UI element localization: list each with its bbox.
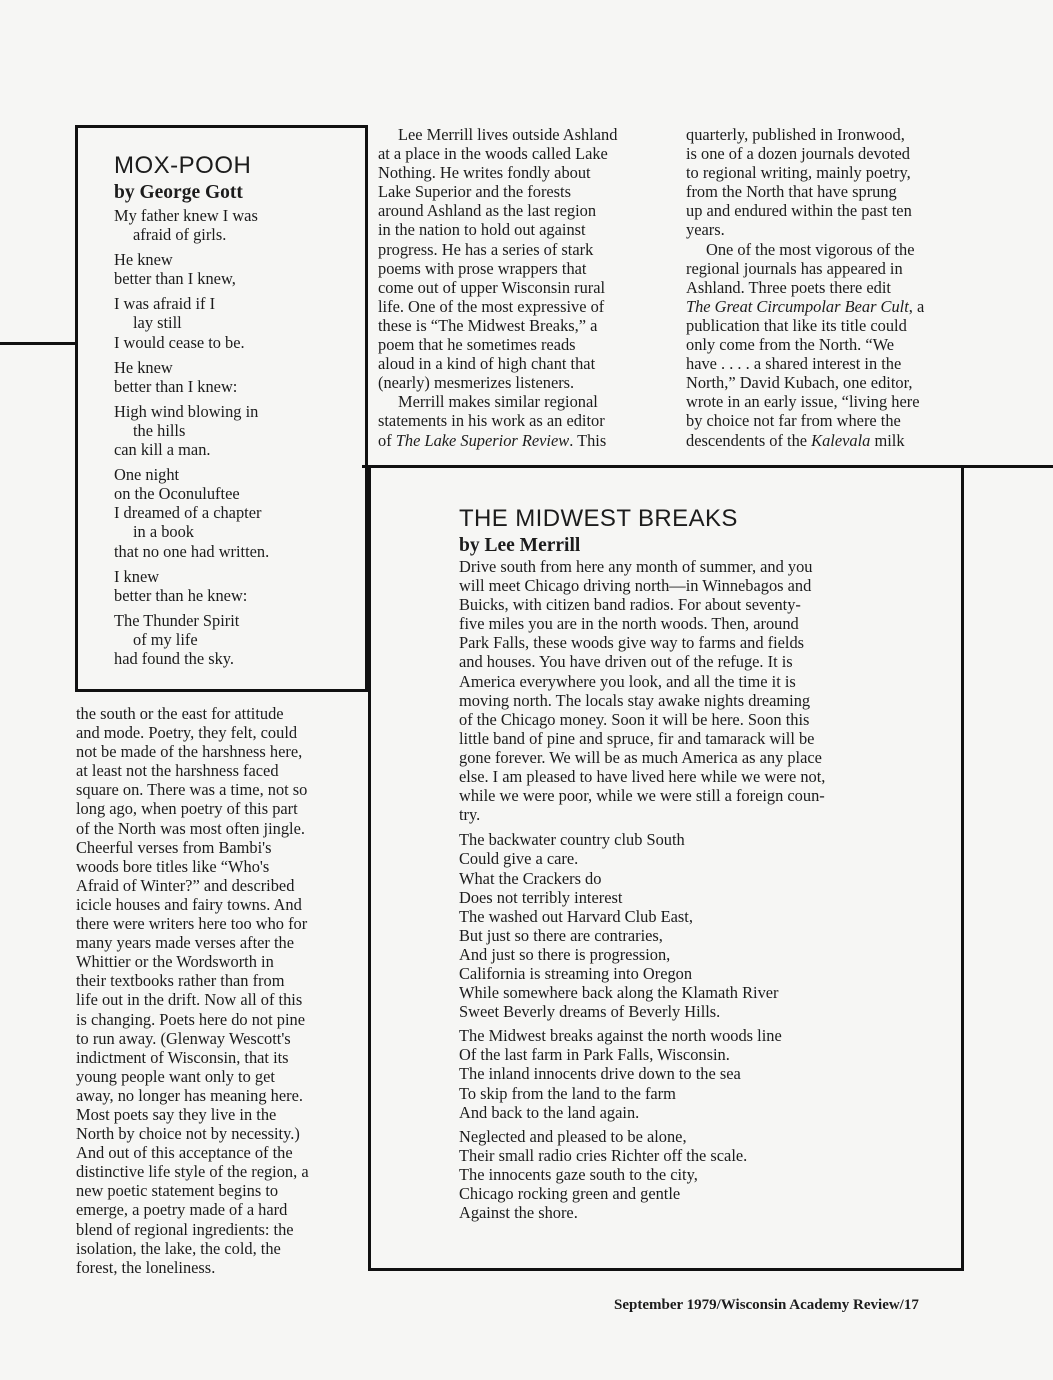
prose-line: Park Falls, these woods give way to farms and fields — [459, 633, 805, 653]
text-line: distinctive life style of the region, a — [76, 1162, 309, 1182]
poem-line: He knew — [114, 250, 173, 270]
poem-stanza — [114, 294, 354, 351]
mox-pooh-section — [114, 152, 354, 668]
text-line: at a place in the woods called Lake — [378, 144, 608, 164]
prose-line: moving north. The locals stay awake nights dreaming — [459, 690, 811, 710]
text-line: regional journals has appeared in — [686, 258, 903, 278]
text-line: in the nation to hold out against — [378, 220, 586, 240]
poem-line: on the Oconuluftee — [114, 484, 240, 504]
prose-line: while we were poor, while we were still a foreign coun- — [459, 786, 825, 806]
poem-stanza — [114, 358, 354, 396]
poem-stanza — [114, 206, 354, 244]
text-line: many years made verses after the — [76, 933, 294, 953]
midwest-breaks-verses — [459, 830, 939, 1222]
midwest-breaks-author: by Lee Merrill — [459, 535, 581, 556]
article-column-middle — [378, 125, 678, 450]
text-line: there were writers here too who for — [76, 914, 308, 934]
text-line: years. — [686, 220, 725, 240]
poem-line: the hills — [133, 420, 186, 440]
poem-line: that no one had written. — [114, 541, 270, 561]
poem-stanza — [114, 402, 354, 459]
poem-stanza — [459, 830, 939, 1021]
page-footer: September 1979/Wisconsin Academy Review/17 — [614, 1297, 919, 1313]
text-line: from the North that have sprung — [686, 182, 897, 202]
text-line: publication that like its title could — [686, 315, 907, 335]
text-line: by choice not far from where the — [686, 411, 901, 431]
poem-line: The washed out Harvard Club East, — [459, 906, 693, 926]
poem-line: I would cease to be. — [114, 332, 245, 352]
text-line: North,” David Kubach, one editor, — [686, 373, 913, 393]
text-line: young people want only to get — [76, 1066, 275, 1086]
text-line: Lee Merrill lives outside Ashland — [398, 125, 618, 144]
prose-line: and houses. You have driven out of the refuge. It is — [459, 652, 793, 672]
text-line: new poetic statement begins to — [76, 1181, 279, 1201]
poem-line: The backwater country club South — [459, 830, 685, 850]
prose-line: little band of pine and spruce, fir and tamarack will be — [459, 728, 815, 748]
text-line: of the North was most often jingle. — [76, 818, 305, 838]
text-line: blend of regional ingredients: the — [76, 1219, 294, 1239]
prose-line: of the Chicago money. Soon it will be here. Soon this — [459, 709, 810, 729]
text-line: aloud in a kind of high chant that — [378, 354, 596, 374]
text-line: Lake Superior and the forests — [378, 182, 571, 202]
mox-pooh-stanzas — [114, 206, 354, 668]
text-line: Merrill makes similar regional — [398, 392, 598, 412]
text-line: come out of upper Wisconsin rural — [378, 277, 606, 297]
poem-line: He knew — [114, 357, 173, 377]
text-line: emerge, a poetry made of a hard — [76, 1200, 288, 1220]
article-column-left — [76, 704, 366, 1277]
prose-line: Buicks, with citizen band radios. For about seventy- — [459, 595, 801, 615]
text-line: and mode. Poetry, they felt, could — [76, 723, 298, 743]
poem-line: better than he knew: — [114, 585, 248, 605]
poem-line: And back to the land again. — [459, 1102, 640, 1122]
poem-line: While somewhere back along the Klamath River — [459, 983, 779, 1003]
poem-line: What the Crackers do — [459, 868, 602, 888]
text-line: long ago, when poetry of this part — [76, 799, 298, 819]
poem-stanza — [114, 611, 354, 668]
text-line: up and endured within the past ten — [686, 201, 912, 221]
text-line: square on. There was a time, not so — [76, 780, 308, 800]
poem-line: can kill a man. — [114, 440, 211, 460]
text-line: woods bore titles like “Who's — [76, 856, 270, 876]
text-line: And out of this acceptance of the — [76, 1143, 293, 1163]
text-line: these is “The Midwest Breaks,” a — [378, 315, 598, 335]
mox-pooh-author: by George Gott — [114, 182, 243, 203]
text-line: Whittier or the Wordsworth in — [76, 952, 274, 972]
text-line: is one of a dozen journals devoted — [686, 144, 910, 164]
text-line: of The Lake Superior Review. This — [378, 430, 607, 450]
poem-line: The Midwest breaks against the north woods line — [459, 1026, 782, 1046]
poem-line: afraid of girls. — [133, 225, 227, 245]
prose-line: America everywhere you look, and all the time it is — [459, 671, 796, 691]
text-line: poems with prose wrappers that — [378, 258, 587, 278]
text-line: have . . . . a shared interest in the — [686, 354, 902, 374]
poem-line: Could give a care. — [459, 849, 579, 869]
text-line: Ashland. Three poets there edit — [686, 277, 891, 297]
text-line: quarterly, published in Ironwood, — [686, 125, 905, 144]
prose-line: Drive south from here any month of summer, and you — [459, 557, 813, 576]
text-line: around Ashland as the last region — [378, 201, 597, 221]
text-line: One of the most vigorous of the — [706, 239, 915, 259]
text-line: at least not the harshness faced — [76, 761, 279, 781]
text-line: to run away. (Glenway Wescott's — [76, 1028, 291, 1048]
poem-line: High wind blowing in — [114, 401, 259, 421]
poem-line: One night — [114, 465, 180, 485]
poem-line: Chicago rocking green and gentle — [459, 1184, 681, 1203]
poem-line: The inland innocents drive down to the sea — [459, 1064, 741, 1084]
text-line: away, no longer has meaning here. — [76, 1085, 303, 1105]
text-line: to regional writing, mainly poetry, — [686, 163, 911, 183]
poem-stanza — [459, 1026, 939, 1121]
poem-line: in a book — [133, 522, 195, 542]
poem-line: better than I knew, — [114, 269, 236, 289]
text-line: wrote in an early issue, “living here — [686, 392, 920, 412]
poem-line: My father knew I was — [114, 206, 258, 225]
poem-line: lay still — [133, 313, 182, 333]
prose-line: will meet Chicago driving north—in Winnebagos and — [459, 576, 812, 596]
text-line: Cheerful verses from Bambi's — [76, 837, 272, 857]
poem-stanza — [114, 250, 354, 288]
text-line: poem that he sometimes reads — [378, 335, 576, 355]
text-line: The Great Circumpolar Bear Cult, a — [686, 296, 925, 316]
text-line: indictment of Wisconsin, that its — [76, 1047, 289, 1067]
poem-stanza — [114, 465, 354, 560]
text-line: Afraid of Winter?” and described — [76, 875, 295, 895]
poem-line: The Thunder Spirit — [114, 610, 240, 630]
prose-line: try. — [459, 805, 481, 825]
poem-line: Against the shore. — [459, 1203, 578, 1223]
mox-pooh-title: MOX-POOH — [114, 152, 252, 179]
horizontal-rule-left — [0, 342, 77, 345]
text-line: life out in the drift. Now all of this — [76, 990, 303, 1010]
text-line: life. One of the most expressive of — [378, 296, 605, 316]
text-line: (nearly) mesmerizes listeners. — [378, 373, 575, 393]
poem-stanza — [114, 567, 354, 605]
text-line: Nothing. He writes fondly about — [378, 163, 591, 183]
poem-line: And just so there is progression, — [459, 944, 671, 964]
poem-line: had found the sky. — [114, 648, 235, 668]
poem-line: Does not terribly interest — [459, 887, 623, 907]
poem-line: I dreamed of a chapter — [114, 503, 262, 523]
poem-stanza — [459, 1127, 939, 1222]
prose-line: gone forever. We will be as much America as any place — [459, 747, 822, 767]
text-line: only come from the North. “We — [686, 335, 895, 355]
text-line: isolation, the lake, the cold, the — [76, 1238, 281, 1258]
poem-line: of my life — [133, 629, 198, 649]
poem-line: better than I knew: — [114, 376, 238, 396]
text-line: North by choice not by necessity.) — [76, 1124, 300, 1144]
poem-line: To skip from the land to the farm — [459, 1083, 676, 1103]
text-line: statements in his work as an editor — [378, 411, 605, 431]
midwest-breaks-section — [459, 505, 939, 1222]
poem-line: I knew — [114, 566, 160, 586]
poem-line: I was afraid if I — [114, 294, 216, 314]
text-line: their textbooks rather than from — [76, 971, 285, 991]
poem-line: Neglected and pleased to be alone, — [459, 1126, 687, 1146]
text-line: forest, the loneliness. — [76, 1257, 216, 1277]
text-line: Most poets say they live in the — [76, 1104, 277, 1124]
poem-line: Their small radio cries Richter off the scale. — [459, 1145, 748, 1165]
text-line: is changing. Poets here do not pine — [76, 1009, 305, 1029]
poem-line: California is streaming into Oregon — [459, 963, 693, 983]
poem-line: The innocents gaze south to the city, — [459, 1164, 698, 1184]
prose-line: else. I am pleased to have lived here while we were not, — [459, 767, 826, 787]
text-line: descendents of the Kalevala milk — [686, 430, 905, 450]
prose-line: five miles you are in the north woods. Then, around — [459, 614, 799, 634]
poem-line: Sweet Beverly dreams of Beverly Hills. — [459, 1002, 721, 1022]
midwest-breaks-prose — [459, 557, 939, 824]
midwest-breaks-title: THE MIDWEST BREAKS — [459, 505, 738, 532]
poem-line: Of the last farm in Park Falls, Wisconsin. — [459, 1045, 730, 1065]
text-line: the south or the east for attitude — [76, 704, 284, 723]
text-line: progress. He has a series of stark — [378, 239, 594, 259]
text-line: icicle houses and fairy towns. And — [76, 894, 302, 914]
article-column-right — [686, 125, 986, 450]
poem-line: But just so there are contraries, — [459, 925, 663, 945]
text-line: not be made of the harshness here, — [76, 742, 303, 762]
